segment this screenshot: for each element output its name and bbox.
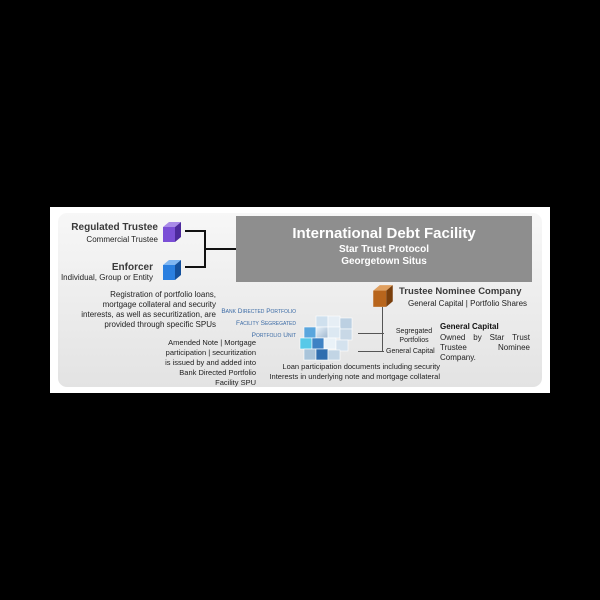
amended-note-line: Amended Note | Mortgage	[168, 338, 256, 347]
segregated-line: Portfolios	[399, 337, 429, 344]
general-capital-block-title: General Capital	[440, 322, 499, 331]
enforcer-title: Enforcer	[111, 262, 153, 273]
general-capital-body-line: Trustee Nominee	[440, 343, 530, 352]
connector-segregated	[358, 333, 384, 334]
nominee-title: Trustee Nominee Company	[399, 286, 522, 297]
portfolio-unit-line: Portfolio Unit	[251, 332, 296, 339]
general-capital-body-line: Owned by Star Trust	[440, 333, 530, 342]
connector-enforcer	[185, 266, 205, 268]
loan-note	[256, 362, 440, 382]
nominee-cube-icon	[370, 283, 396, 309]
nominee-subtitle: General Capital | Portfolio Shares	[408, 299, 528, 308]
general-capital-label: General Capital	[386, 348, 435, 355]
facility-line1: Star Trust Protocol	[338, 244, 429, 255]
amended-note	[132, 338, 256, 388]
facility-box	[236, 216, 532, 282]
trustee-subtitle: Commercial Trustee	[86, 235, 158, 244]
connector-to-facility	[204, 248, 236, 250]
portfolio-unit-line: Facility Segregated	[235, 320, 296, 327]
trustee-cube-icon	[160, 220, 184, 244]
registration-note	[62, 290, 216, 330]
general-capital-block-body	[440, 333, 530, 363]
facility-line2: Georgetown Situs	[341, 256, 427, 267]
registration-note-line: Registration of portfolio loans,	[110, 290, 216, 299]
amended-note-line: participation | securitization	[165, 348, 256, 357]
registration-note-line: provided through specific SPUs	[104, 320, 216, 329]
registration-note-line: interests, as well as securitization, are	[81, 310, 216, 319]
amended-note-line: Bank Directed Portfolio	[179, 368, 256, 377]
segregated-line: Segregated	[395, 328, 433, 335]
registration-note-line: mortgage collateral and security	[102, 300, 216, 309]
enforcer-cube-icon	[160, 258, 184, 282]
loan-note-line: Loan participation documents including security	[282, 362, 440, 371]
portfolio-unit-label	[205, 306, 296, 342]
connector-nominee-vertical	[382, 307, 383, 352]
trustee-title: Regulated Trustee	[71, 222, 158, 233]
loan-note-line: Interests in underlying note and mortgage collateral	[269, 372, 440, 381]
connector-general-capital	[358, 351, 384, 352]
portfolio-cubes-icon	[296, 312, 360, 362]
enforcer-subtitle: Individual, Group or Entity	[60, 273, 153, 282]
amended-note-line: is issued by and added into	[165, 358, 256, 367]
segregated-label	[388, 327, 440, 345]
amended-note-line: Facility SPU	[215, 378, 256, 387]
connector-trustee	[185, 230, 205, 232]
facility-title: International Debt Facility	[292, 225, 476, 242]
general-capital-body-line: Company.	[440, 353, 476, 362]
portfolio-unit-line: Bank Directed Portfolio	[221, 308, 296, 315]
